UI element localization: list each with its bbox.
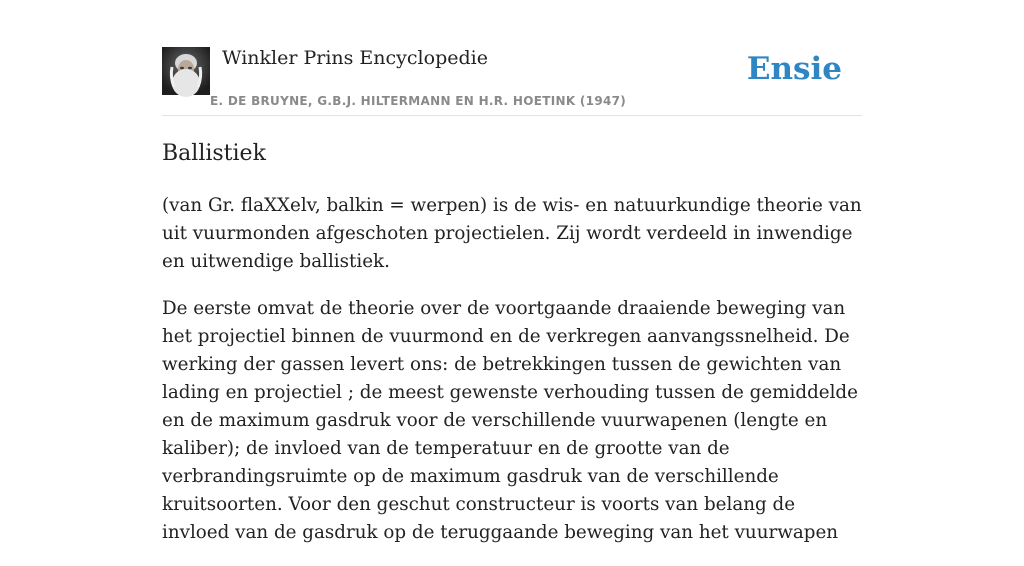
article-body xyxy=(162,192,862,566)
brand-logo[interactable]: Ensie xyxy=(746,51,842,87)
article-title: Ballistiek xyxy=(162,141,266,166)
article-paragraph: (van Gr. flaXXelv, balkin = werpen) is de wis- en natuurkundige theorie van uit vuurmonden afgeschoten projectielen. Zij wordt verdeeld in inwendige en uitwendige ballistiek. xyxy=(162,195,862,272)
portrait-image xyxy=(162,47,210,95)
site-header xyxy=(162,0,862,116)
author-portrait-icon[interactable] xyxy=(162,47,210,95)
site-title[interactable]: Winkler Prins Encyclopedie xyxy=(222,47,488,69)
article-paragraph: De eerste omvat de theorie over de voortgaande draaiende beweging van het projectiel binnen de vuurmond en de verkregen aanvangssnelheid. De werking der gassen levert ons: de betrekkingen tussen de gewichten van lading en projectiel ; de meest gewenste verhouding tussen de gemiddelde en de maximum gasdruk voor de verschillende vuurwapenen (lengte en kaliber); de invloed van de temperatuur en de grootte van de verbrandingsruimte op de maximum gasdruk van de verschillende kruitsoorten. Voor den geschut constructeur is voorts van belang de invloed van de gasdruk op de teruggaande beweging van het vuurwapen xyxy=(162,298,858,543)
article-page xyxy=(162,0,862,543)
authors-line: E. DE BRUYNE, G.B.J. HILTERMANN EN H.R. HOETINK (1947) xyxy=(210,94,627,108)
